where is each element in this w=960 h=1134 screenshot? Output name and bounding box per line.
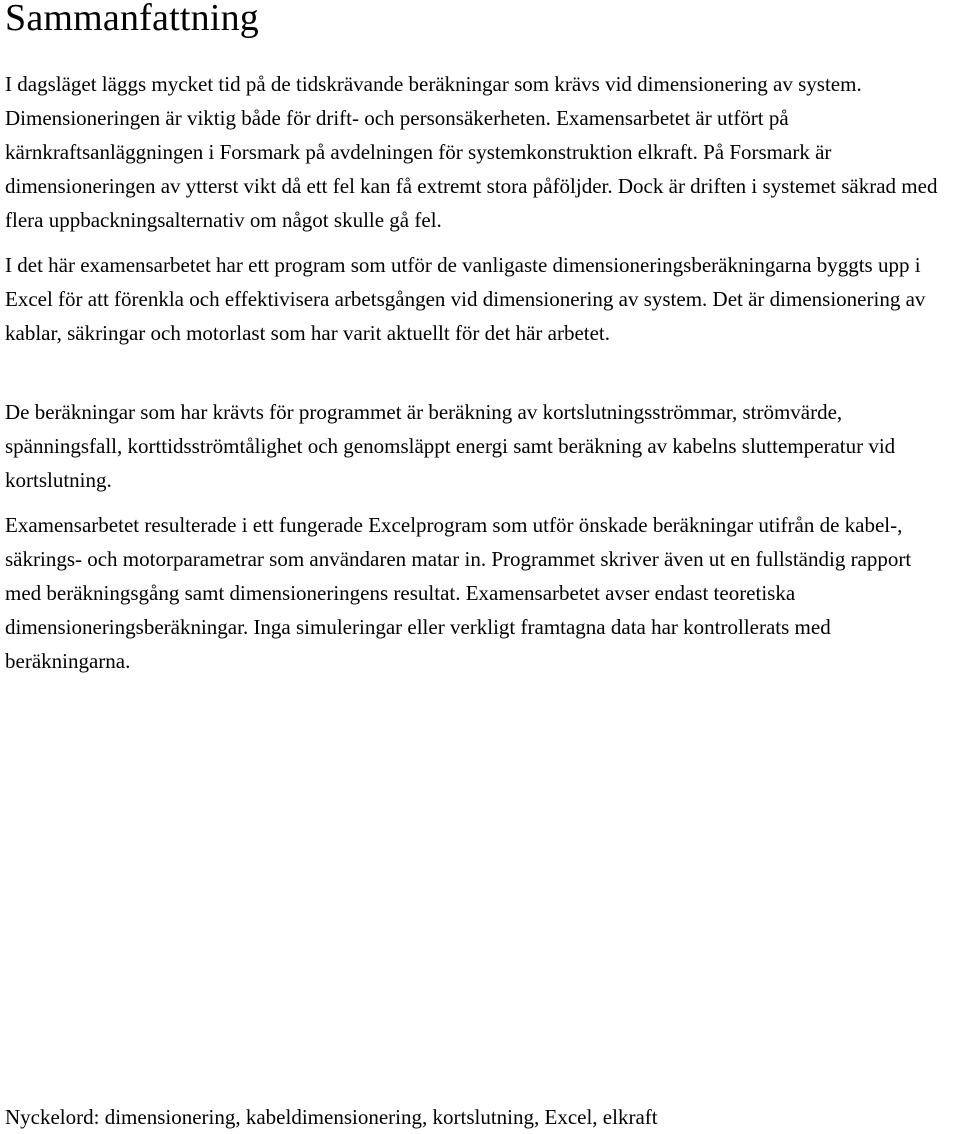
paragraph-intro: I dagsläget läggs mycket tid på de tidskrävande beräkningar som krävs vid dimensionering av system. Dimensioneringen är viktig både för drift- och personsäkerheten. Examensarbetet är utfört på kärnkraftsanläggningen i Forsmark på avdelningen för systemkonstruktion elkraft. På Forsmark är dimensioneringen av ytterst vikt då ett fel kan få extremt stora påföljder. Dock är driften i systemet säkrad med flera uppbackningsalternativ om något skulle gå fel. [5,72,938,232]
page-title: Sammanfattning [5,0,259,39]
paragraph-results: Examensarbetet resulterade i ett fungerade Excelprogram som utför önskade beräkningar utifrån de kabel-, säkrings- och motorparametrar som användaren matar in. Programmet skriver även ut en fullständig rapport med beräkningsgång samt dimensioneringens resultat. Examensarbetet avser endast teoretiska dimensioneringsberäkningar. Inga simuleringar eller verkligt framtagna data har kontrollerats med beräkningarna. [5,513,912,673]
paragraph-program: I det här examensarbetet har ett program som utför de vanligaste dimensioneringsberäkningarna byggts upp i Excel för att förenkla och effektivisera arbetsgången vid dimensionering av system. Det är dimensionering av kablar, säkringar och motorlast som har varit aktuellt för det här arbetet. [5,253,926,345]
keywords-line: Nyckelord: dimensionering, kabeldimensionering, kortslutning, Excel, elkraft [5,1105,658,1129]
paragraph-calculations: De beräkningar som har krävts för programmet är beräkning av kortslutningsströmmar, strömvärde, spänningsfall, korttidsströmtålighet och genomsläppt energi samt beräkning av kabelns sluttemperatur vid kortslutning. [5,400,896,492]
document-page [5,0,955,1134]
